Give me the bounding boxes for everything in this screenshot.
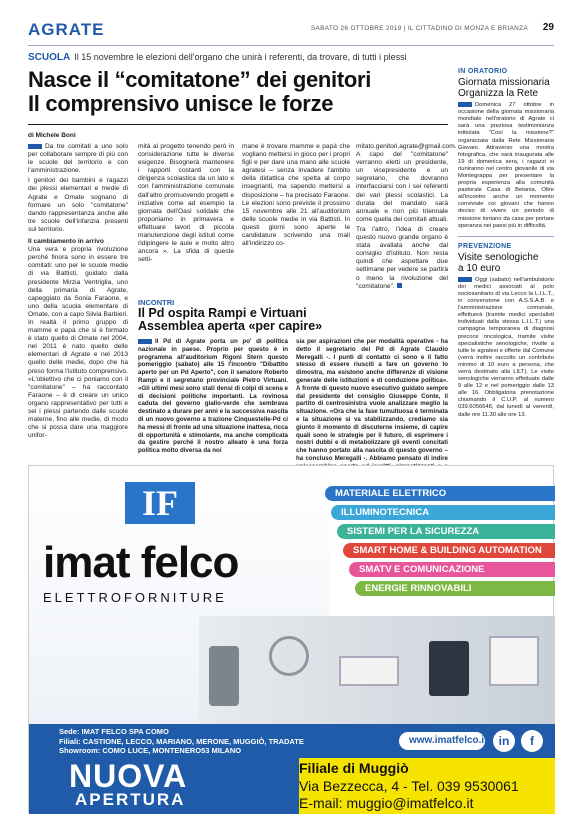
sidebar-title-line: Giornata missionaria bbox=[458, 77, 550, 88]
byline: di Michele Boni bbox=[28, 132, 76, 139]
article-kicker bbox=[28, 52, 448, 63]
ad-service-item: ENERGIE RINNOVABILI bbox=[355, 581, 555, 596]
sidebar-title-oratorio bbox=[458, 77, 554, 99]
page-number: 29 bbox=[542, 22, 554, 33]
ad-filiali: Filiali: CASTIONE, LECCO, MARIANO, MERONE, MUGGIÒ, TRADATE bbox=[59, 736, 304, 746]
ad-services-list bbox=[325, 486, 555, 600]
sidebar-title-line: a 10 euro bbox=[458, 262, 501, 274]
ad-apertura: APERTURA bbox=[75, 790, 186, 809]
ad-nuova: NUOVA bbox=[69, 758, 188, 794]
ad-website-link[interactable] bbox=[399, 732, 488, 750]
ad-service-item: ILLUMINOTECNICA bbox=[331, 505, 555, 520]
ad-sede: Sede: IMAT FELCO SPA COMO bbox=[59, 727, 169, 736]
ad-branch-email[interactable]: E-mail: muggio@imatfelco.it bbox=[299, 795, 474, 811]
paragraph: sia per aspirazioni che per modalità operative - ha detto il segretario del Pd di Agrate Claudio Meregalli -. I punti di contatto ci sono e il fatto stesso di essere riusciti a fare un governo lo dimostra, ma esistono anche differenze di visione generale delle istituzioni e di conduzione politica». A fronte di questo nuovo esecutivo guidato sempre dal presidente del consiglio Giuseppe Conte, il partito di centrosinistra vuole analizzare meglio la situazione. «Ora che la fase tumultuosa è terminata e la situazione si va stabilizzando, crediamo sia giunto il momento di discuterne insieme, di capire quali sono le strategie per il futuro, di esprimere i nostri dubbi e di metabolizzare gli eventi concitati che hanno portato alla nascita di questo governo – ha concluso Meregalli -. Abbiamo pensato di indire bbox=[296, 338, 448, 462]
lead-marker bbox=[28, 144, 42, 149]
ad-branch-title: Filiale di Muggiò bbox=[299, 760, 409, 776]
lead-marker bbox=[458, 277, 472, 282]
paragraph: Una vera e propria rivoluzione perché finora sono in essere tre comitati: uno per le scuole medie di via Battisti, guidato dalla presidente Mirzia Ventriglia, uno della primaria di Agrate, capeggiato da Sonia Faraone, e uno della scuola elementare di Omate, con a capo Silvia Barbieri. In realtà il primo gruppo di mamme e papà che si è formato è stato quello di Omate nel 2004, nel 2011 è nato quello delle elementari di Agrate e nel 2013 quello delle medie, dopo che ha preso forma l'istituto comprensivo. «L'obiettivo che ci poniamo con il "comitatone" – ha raccontato Faraone – è di creare un unico organo rappresentativo per tutti e sei i plessi partendo dalle scuole materne, fino alle medie, di modo che si possa dare una maggiore unifor- bbox=[28, 246, 128, 440]
sidebar-tag-prevenzione: PREVENZIONE bbox=[458, 242, 512, 250]
sidebar-divider bbox=[458, 236, 554, 237]
incontri-tag: INCONTRI bbox=[138, 298, 175, 307]
article-column-4 bbox=[356, 143, 457, 290]
facebook-icon[interactable]: f bbox=[521, 730, 543, 752]
sidebar bbox=[458, 68, 554, 419]
lead-marker bbox=[458, 102, 472, 107]
title-rule bbox=[28, 124, 448, 125]
ad-service-item: SISTEMI PER LA SICUREZZA bbox=[337, 524, 555, 539]
paragraph: Domenica 27 ottobre in occasione della giornata missionaria mondiale nell'oratorio di Agrate ci sarà una preziosa testimonianza intitolata "Così la missione?" organizzata dalla Rete Missionaria Giovani. Attraverso una mostra fotografica, che sarà inaugurata alle 19 di domenica sera, i ragazzi si riuniranno nel centro giovanile di via Montegrappa per presentare la propria esperienza alla comunità pastorale Casa di Betania. Oltre all'incontro anche un momento conviviale coi giovani che hanno deciso di vivere un periodo di missione lontano da casa per portare speranza nei paesi più in difficoltà. bbox=[458, 102, 554, 229]
title-line-1: Nasce il “comitatone” dei genitori bbox=[28, 67, 372, 92]
incontri-column-2 bbox=[296, 338, 448, 462]
paragraph: Tra l'altro, l'idea di creare questo nuovo grande organo è stata avallata anche dal consiglio d'istituto. Non resta quindi che aspettare due settimane per vedere se partirà o meno la rivoluzione del "comitatone". bbox=[356, 225, 448, 290]
sidebar-text-prevenzione bbox=[458, 277, 554, 419]
paragraph: mane è trovare mamme e papà che vogliano mettersi in gioco per i propri figli e per dare una mano alle scuole agratesi – senza invadere l'ambito della didattica che spetta al corpo insegnanti, ma sapendo mettersi a disposizione – ha precisato Faraone. Le elezioni sono previste il prossimo 15 novembre alle 21 all'auditorium delle scuole medie in via Battisti. In questi giorni sono aperte le candidature scrivendo una mail all'indirizzo co- bbox=[242, 143, 350, 248]
led-panel-icon bbox=[339, 656, 399, 686]
article-column-1 bbox=[28, 143, 128, 455]
article-title bbox=[28, 68, 448, 116]
ad-new-opening-banner bbox=[29, 758, 299, 814]
ad-product-photos bbox=[199, 616, 555, 724]
advertisement[interactable] bbox=[28, 465, 554, 813]
kicker-text: Il 15 novembre le elezioni dell'organo che unirà i referenti, da trovare, di tutti i plessi bbox=[74, 52, 407, 62]
article-column-2 bbox=[138, 143, 234, 288]
ad-website-text: www.imatfelco.it bbox=[409, 735, 488, 746]
incontri-title bbox=[138, 307, 448, 333]
sidebar-tag-oratorio: IN ORATORIO bbox=[458, 68, 508, 75]
page-masthead bbox=[28, 20, 554, 46]
ad-branch-info bbox=[299, 758, 555, 814]
ad-logo-name: imat felco bbox=[43, 538, 239, 587]
ad-locations-text bbox=[59, 727, 304, 756]
paragraph: Il Pd di Agrate porta un po' di politica nazionale in paese. Proprio per questo è in programma all'auditorium Rigoni Stern questo pomeriggio (sabato) alle 15 l'incontro "Dibattito aperto per un Pd Aperto", con il senatore Roberto Rampi e il segretario provinciale Pietro Virtuani. «Gli ultimi mesi sono stati densi di colpi di scena e di decisioni politiche importanti. La rovinosa caduta del governo giallo-verde che sembrava destinato a durare per anni e la successiva nascita di un nuovo governo a trazione Cinquestelle-Pd ci ha messi di fronte ad una situazione inattesa, ricca di opportunità e stimolante, ma anche complicata da gestire perché il nostro alleato è una forza politica molto diversa da noi bbox=[138, 338, 288, 455]
article-column-3 bbox=[242, 143, 350, 288]
kicker-tag: SCUOLA bbox=[28, 52, 71, 63]
ad-branch-address: Via Bezzecca, 4 - Tel. 039 9530061 bbox=[299, 778, 519, 794]
paragraph: I genitori dei bambini e ragazzi dei plessi elementari e medie di Agrate e Omate sognano di formare un solo "comitatone" dando rappresentanza anche alle tre scuole dell'infanzia presenti sul territorio. bbox=[28, 177, 128, 233]
ad-service-item: SMART HOME & BUILDING AUTOMATION bbox=[343, 543, 555, 558]
paragraph: Oggi (sabato) nell'ambulatorio dei medici associati al polo sociosanitario di via Lecco la L.I.L.T., in convenzione con A.S.S.A.B. e l'amministrazione comunale, effettuerà (tramite medici specialisti individuati dalla stessa L.I.L.T.) una campagna temporanea di diagnosi precoce oncologica, tramite visite specialistiche senologiche, rivolte a tutte le agratesi e offerte dal Comune (verrà inoltre raccolto un contributo minimo di 10 euro a persona, che verrà destinato alla LILT). Le visite senologiche verranno effettuate dalle 9 alle 12 e nel pomeriggio dalle 13 alle 16. Obbligatoria prenotazione chiamando il C.U.P. al numero 039.6056648, dal lunedì al venerdì, dalle ore 11.30 alle ore 13. bbox=[458, 276, 554, 418]
sidebar-text-oratorio bbox=[458, 102, 554, 230]
ceiling-lamp-icon bbox=[269, 636, 309, 676]
sidebar-title-line: Visite senologiche bbox=[458, 251, 539, 263]
end-marker bbox=[397, 283, 402, 288]
sidebar-title-line: Organizza la Rete bbox=[458, 88, 539, 99]
incontri-title-line-2: Assemblea aperta «per capire» bbox=[138, 319, 323, 333]
ad-service-item: SMATV E COMUNICAZIONE bbox=[349, 562, 555, 577]
section-name: AGRATE bbox=[28, 20, 105, 39]
title-line-2: Il comprensivo unisce le forze bbox=[28, 91, 334, 116]
lead-marker bbox=[138, 339, 152, 344]
linkedin-icon[interactable]: in bbox=[493, 730, 515, 752]
paragraph: mitato.genitori.agrate@gmail.com. A capo del "comitatone" verranno eletti un presidente, un vicepresidente e un segretario, che dovranno interfacciarsi con i sei referenti dei vari plessi scolastici. La durata del mandato sarà annuale e non più triennale come quella dei comitati attuali. bbox=[356, 143, 457, 223]
ad-logo-subtitle: ELETTROFORNITURE bbox=[43, 590, 227, 605]
ad-logo-mark: IF bbox=[125, 482, 195, 524]
ad-service-item: MATERIALE ELETTRICO bbox=[325, 486, 555, 501]
subheading: Il cambiamento in arrivo bbox=[28, 238, 104, 246]
paragraph: Da tre comitati a uno solo per collaborare sempre di più con le scuole del territorio e con l'amministrazione. bbox=[28, 143, 128, 175]
incontri-title-line-1: Il Pd ospita Rampi e Virtuani bbox=[138, 306, 307, 320]
security-camera-icon bbox=[429, 641, 469, 696]
incontri-column-1 bbox=[138, 338, 288, 456]
issue-date: SABATO 26 OTTOBRE 2019 | IL CITTADINO DI MONZA E BRIANZA bbox=[310, 25, 528, 32]
spotlight-icon bbox=[209, 646, 239, 706]
thermostat-icon bbox=[489, 636, 539, 686]
sidebar-title-prevenzione bbox=[458, 252, 554, 274]
ad-showroom: Showroom: COMO LUCE, MONTENERO53 MILANO bbox=[59, 746, 242, 755]
paragraph: mità al progetto tenendo però in considerazione tutte le diverse esigenze. Bisognerà mantenere i rapporti costanti con la dirigenza scolastica da un lato e con l'amministrazione comunale dall'altro promuovendo progetti e iniziative come ad esempio la giornata dell'Oasi solidale che proponiamo in primavera e effettuare lavori di piccola manutenzione degli istituti come ridipingere le aule e molto altro ancora ». La sfida di queste setti- bbox=[138, 143, 234, 264]
ad-locations-bar bbox=[29, 724, 555, 758]
